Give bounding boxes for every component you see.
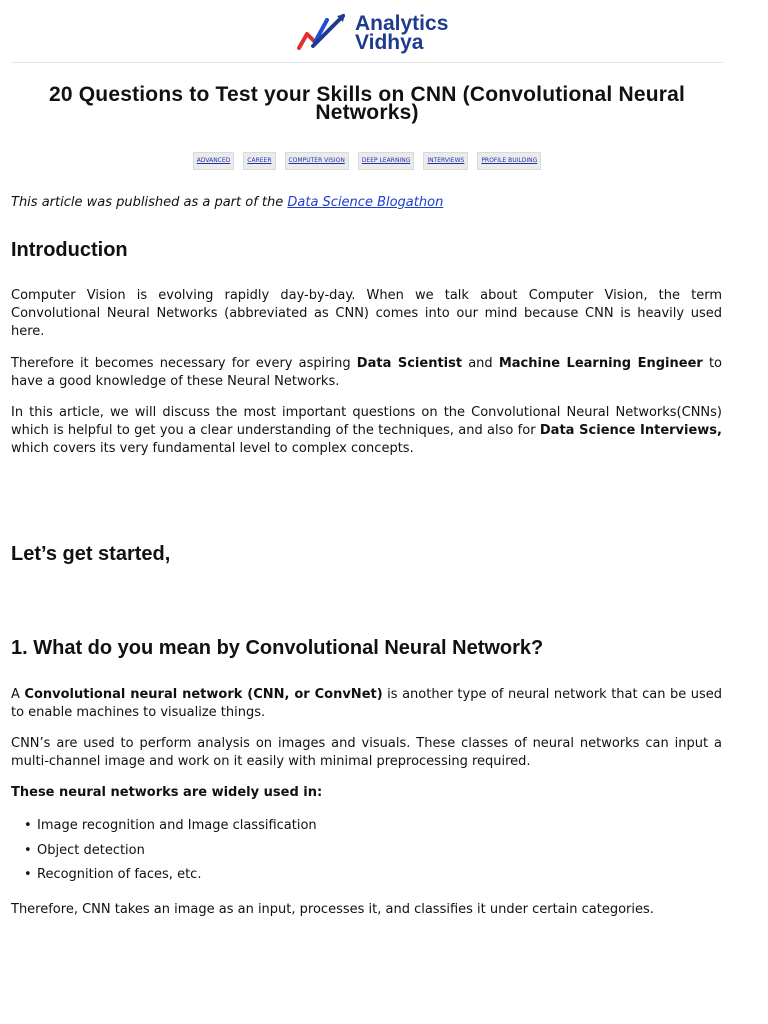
q1-p1-bold-cnn: Convolutional neural network (CNN, or ConvNet)	[24, 687, 383, 702]
list-item: • Object detection	[11, 843, 317, 868]
get-started-heading: Let’s get started,	[11, 543, 171, 565]
intro-p2-text-c: and	[462, 356, 499, 371]
logo-wordmark	[355, 14, 448, 52]
q1-uses-heading: These neural networks are widely used in:	[11, 785, 323, 800]
q1-p1-text-c: is another type of neural network that can be used to enable machines to visualize things.	[11, 687, 722, 720]
tag-deep-learning[interactable]: DEEP LEARNING	[358, 152, 415, 170]
tag-advanced[interactable]: ADVANCED	[193, 152, 235, 170]
blogathon-link[interactable]: Data Science Blogathon	[287, 195, 444, 210]
analytics-vidhya-logo-icon	[297, 12, 351, 54]
site-logo[interactable]	[297, 10, 448, 56]
intro-paragraph-1: Computer Vision is evolving rapidly day-by-day. When we talk about Computer Vision, the term Convolutional Neural Networks (abbreviated as CNN) comes into our mind because CNN is heavily used here.	[11, 288, 722, 339]
list-item: • Recognition of faces, etc.	[11, 867, 317, 892]
published-note	[11, 194, 722, 212]
intro-heading: Introduction	[11, 239, 128, 261]
tag-interviews[interactable]: INTERVIEWS	[423, 152, 468, 170]
intro-p2-bold-ml-engineer: Machine Learning Engineer	[498, 356, 703, 371]
logo-line-2: Vidhya	[355, 31, 424, 54]
tag-profile-building[interactable]: PROFILE BUILDING	[477, 152, 541, 170]
q1-uses-list	[11, 818, 317, 892]
intro-p2-text-a: Therefore it becomes necessary for every aspiring	[11, 356, 357, 371]
intro-p3-bold-interviews: Data Science Interviews,	[539, 423, 722, 438]
logo-line-1: Analytics	[355, 12, 449, 35]
intro-paragraph-2	[11, 355, 722, 391]
tag-computer-vision[interactable]: COMPUTER VISION	[285, 152, 349, 170]
question-1-heading: 1. What do you mean by Convolutional Neural Network?	[11, 637, 544, 659]
q1-p1-text-a: A	[11, 687, 25, 702]
list-item: • Image recognition and Image classification	[11, 818, 317, 843]
q1-paragraph-2: CNN’s are used to perform analysis on images and visuals. These classes of neural networks can input a multi-channel image and work on it easily with minimal preprocessing required.	[11, 736, 722, 769]
tag-career[interactable]: CAREER	[243, 152, 275, 170]
site-header	[11, 0, 723, 63]
q1-paragraph-1	[11, 686, 722, 722]
article-title: 20 Questions to Test your Skills on CNN (Convolutional Neural Networks)	[48, 83, 686, 124]
q1-conclusion: Therefore, CNN takes an image as an input, processes it, and classifies it under certain categories.	[11, 902, 654, 917]
intro-p3-text-c: which covers its very fundamental level to complex concepts.	[11, 441, 414, 456]
tag-list	[11, 152, 723, 170]
intro-p2-bold-data-scientist: Data Scientist	[356, 356, 463, 371]
intro-p2-text-e: to have a good knowledge of these Neural Networks.	[11, 356, 722, 389]
published-prefix: This article was published as a part of the	[11, 195, 288, 210]
intro-p3-text-a: In this article, we will discuss the most important questions on the Convolutional Neural Networks(CNNs) which is helpful to get you a clear understanding of the techniques, and also for	[11, 405, 722, 438]
intro-paragraph-3	[11, 404, 722, 458]
